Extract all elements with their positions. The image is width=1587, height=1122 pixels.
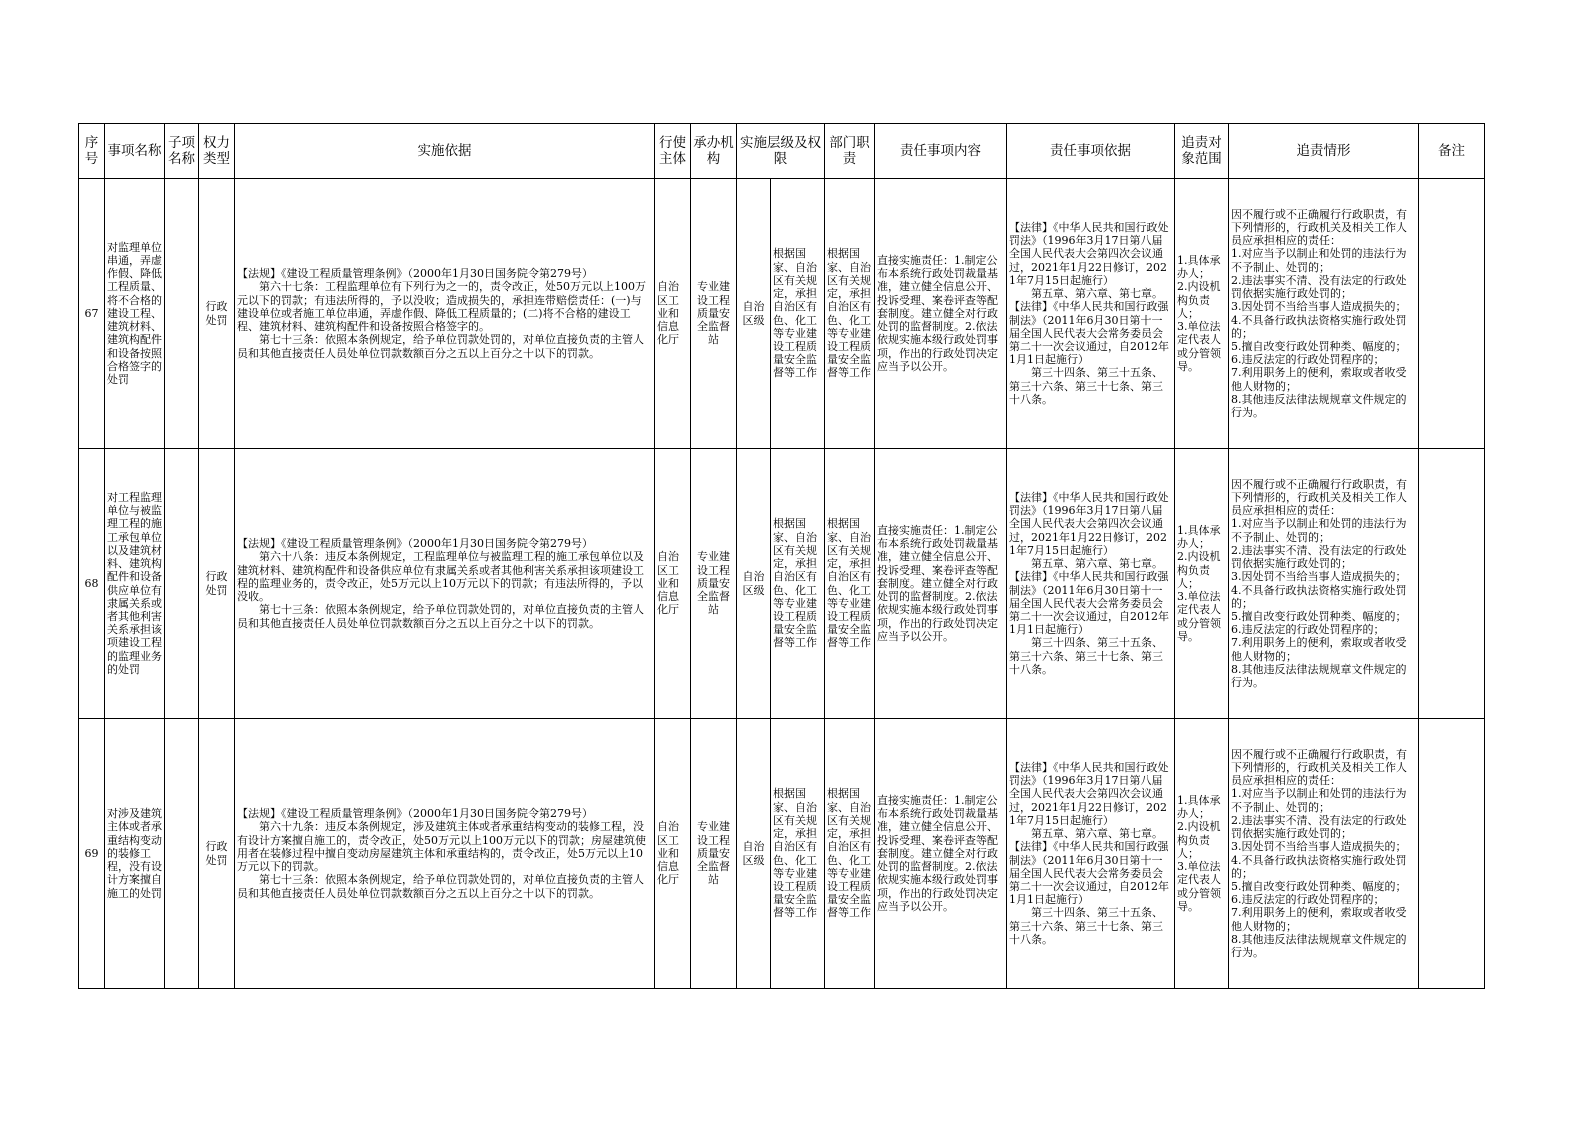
table-row [79, 449, 1485, 719]
resp-basis-articles-1: 第五章、第六章、第七章。 [1031, 557, 1163, 571]
row-subject: 自治区工业和信息化厅 [655, 449, 691, 719]
acc-case-item: 6.违反法定的行政处罚程序的； [1231, 893, 1385, 907]
acc-scope-item: 2.内设机构负责人； [1177, 550, 1221, 590]
row-acc-case [1229, 719, 1419, 989]
acc-scope-item: 3.单位法定代表人或分管领导。 [1177, 320, 1221, 373]
table-row [79, 719, 1485, 989]
resp-basis-articles-1: 第五章、第六章、第七章。 [1031, 287, 1163, 301]
resp-basis-law-1: 【法律】《中华人民共和国行政处罚法》（1996年3月17日第八届全国人民代表大会第四次会议通过，2021年1月22日修订，2021年7月15日起施行） [1009, 221, 1169, 287]
acc-case-item: 4.不具备行政执法资格实施行政处罚的； [1231, 583, 1407, 610]
row-no: 69 [79, 719, 105, 989]
acc-case-item: 3.因处罚不当给当事人造成损失的； [1231, 840, 1407, 854]
row-dept-duty: 根据国家、自治区有关规定，承担自治区有色、化工等专业建设工程质量安全监督等工作 [825, 449, 875, 719]
row-resp-basis [1007, 179, 1175, 449]
acc-case-item: 5.擅自改变行政处罚种类、幅度的； [1231, 609, 1407, 623]
acc-case-item: 5.擅自改变行政处罚种类、幅度的； [1231, 879, 1407, 893]
header-basis: 实施依据 [235, 124, 655, 179]
basis-article-2: 第七十三条：依照本条例规定，给予单位罚款处罚的，对单位直接负责的主管人员和其他直接责任人员处单位罚款数额百分之五以上百分之十以下的罚款。 [237, 873, 644, 900]
row-resp-basis [1007, 449, 1175, 719]
row-no: 67 [79, 179, 105, 449]
acc-case-item: 7.利用职务上的便利，索取或者收受他人财物的； [1231, 906, 1407, 933]
row-level: 自治区级 [737, 719, 771, 989]
basis-article-2: 第七十三条：依照本条例规定，给予单位罚款处罚的，对单位直接负责的主管人员和其他直接责任人员处单位罚款数额百分之五以上百分之十以下的罚款。 [237, 333, 644, 360]
row-level-power: 根据国家、自治区有关规定，承担自治区有色、化工等专业建设工程质量安全监督等工作 [771, 449, 825, 719]
acc-case-item: 1.对应当予以制止和处罚的违法行为不予制止、处罚的； [1231, 247, 1407, 274]
resp-basis-law-2: 【法律】《中华人民共和国行政强制法》（2011年6月30日第十一届全国人民代表大会常务委员会第二十一次会议通过，自2012年1月1日起施行） [1009, 570, 1169, 637]
row-sub-item [165, 179, 199, 449]
acc-case-intro: 因不履行或不正确履行行政职责，有下列情形的，行政机关及相关工作人员应承担相应的责任： [1231, 207, 1407, 248]
row-item-name: 对监理单位串通，弄虚作假、降低工程质量、将不合格的建设工程、建筑材料、建筑构配件和设备按照合格签字的处罚 [105, 179, 165, 449]
row-resp-content: 直接实施责任：1.制定公布本系统行政处罚裁量基准，建立健全信息公开、投诉受理、案卷评查等配套制度。建立健全对行政处罚的监督制度。2.依法依规实施本级行政处罚事项，作出的行政处罚决定应当予以公开。 [875, 719, 1007, 989]
row-resp-content: 直接实施责任：1.制定公布本系统行政处罚裁量基准，建立健全信息公开、投诉受理、案卷评查等配套制度。建立健全对行政处罚的监督制度。2.依法依规实施本级行政处罚事项，作出的行政处罚决定应当予以公开。 [875, 449, 1007, 719]
row-acc-case [1229, 449, 1419, 719]
power-list-table [78, 123, 1485, 989]
row-acc-scope [1175, 449, 1229, 719]
acc-case-item: 5.擅自改变行政处罚种类、幅度的； [1231, 339, 1407, 353]
resp-basis-articles-2: 第三十四条、第三十五条、第三十六条、第三十七条、第三十八条。 [1009, 636, 1163, 676]
acc-scope-item: 1.具体承办人； [1177, 524, 1221, 551]
basis-article-1: 第六十九条：违反本条例规定，涉及建筑主体或者承重结构变动的装修工程，没有设计方案擅自施工的，责令改正，处50万元以上100万元以下的罚款；房屋建筑使用者在装修过程中擅自变动房屋建筑主体和承重结构的，责令改正，处5万元以上10万元以下的罚款。 [237, 820, 646, 874]
acc-scope-item: 3.单位法定代表人或分管领导。 [1177, 590, 1221, 643]
row-item-name: 对涉及建筑主体或者承重结构变动的装修工程，没有设计方案擅自施工的处罚 [105, 719, 165, 989]
header-dept-duty: 部门职责 [825, 124, 875, 179]
header-subject: 行使主体 [655, 124, 691, 179]
row-level-power: 根据国家、自治区有关规定，承担自治区有色、化工等专业建设工程质量安全监督等工作 [771, 719, 825, 989]
resp-basis-articles-1: 第五章、第六章、第七章。 [1031, 827, 1163, 841]
row-basis [235, 179, 655, 449]
acc-case-intro: 因不履行或不正确履行行政职责，有下列情形的，行政机关及相关工作人员应承担相应的责任： [1231, 747, 1407, 788]
acc-case-item: 4.不具备行政执法资格实施行政处罚的； [1231, 853, 1407, 880]
header-remark: 备注 [1419, 124, 1485, 179]
resp-basis-articles-2: 第三十四条、第三十五条、第三十六条、第三十七条、第三十八条。 [1009, 906, 1163, 946]
resp-basis-articles-2: 第三十四条、第三十五条、第三十六条、第三十七条、第三十八条。 [1009, 366, 1163, 406]
row-basis [235, 449, 655, 719]
acc-case-intro: 因不履行或不正确履行行政职责，有下列情形的，行政机关及相关工作人员应承担相应的责任： [1231, 477, 1407, 518]
row-handler: 专业建设工程质量安全监督站 [691, 449, 737, 719]
acc-case-item: 1.对应当予以制止和处罚的违法行为不予制止、处罚的； [1231, 787, 1407, 814]
header-acc-case: 追责情形 [1229, 124, 1419, 179]
header-level: 实施层级及权限 [737, 124, 825, 179]
acc-case-item: 8.其他违反法律法规规章文件规定的行为。 [1231, 932, 1407, 959]
acc-case-item: 7.利用职务上的便利，索取或者收受他人财物的； [1231, 636, 1407, 663]
row-dept-duty: 根据国家、自治区有关规定，承担自治区有色、化工等专业建设工程质量安全监督等工作 [825, 719, 875, 989]
acc-scope-item: 2.内设机构负责人； [1177, 280, 1221, 320]
row-power-type: 行政处罚 [199, 719, 235, 989]
header-sub-item: 子项名称 [165, 124, 199, 179]
acc-case-item: 4.不具备行政执法资格实施行政处罚的； [1231, 313, 1407, 340]
acc-case-item: 2.违法事实不清、没有法定的行政处罚依据实施行政处罚的； [1231, 813, 1407, 841]
table-row [79, 179, 1485, 449]
row-subject: 自治区工业和信息化厅 [655, 719, 691, 989]
acc-case-item: 8.其他违反法律法规规章文件规定的行为。 [1231, 392, 1407, 419]
header-resp-content: 责任事项内容 [875, 124, 1007, 179]
row-power-type: 行政处罚 [199, 179, 235, 449]
row-acc-scope [1175, 179, 1229, 449]
row-level: 自治区级 [737, 449, 771, 719]
basis-title: 【法规】《建设工程质量管理条例》（2000年1月30日国务院令第279号） [237, 807, 593, 821]
acc-scope-item: 2.内设机构负责人； [1177, 820, 1221, 860]
header-acc-scope: 追责对象范围 [1175, 124, 1229, 179]
basis-title: 【法规】《建设工程质量管理条例》（2000年1月30日国务院令第279号） [237, 267, 593, 281]
acc-scope-item: 1.具体承办人； [1177, 794, 1221, 821]
basis-article-1: 第六十七条：工程监理单位有下列行为之一的，责令改正，处50万元以上100万元以下的罚款；有违法所得的，予以没收；造成损失的，承担连带赔偿责任：(一)与建设单位或者施工单位串通，弄虚作假、降低工程质量的；(二)将不合格的建设工程、建筑材料、建筑构配件和设备按照合格签字的。 [237, 280, 646, 334]
row-dept-duty: 根据国家、自治区有关规定，承担自治区有色、化工等专业建设工程质量安全监督等工作 [825, 179, 875, 449]
row-power-type: 行政处罚 [199, 449, 235, 719]
basis-article-1: 第六十八条：违反本条例规定，工程监理单位与被监理工程的施工承包单位以及建筑材料、建筑构配件和设备供应单位有隶属关系或者其他利害关系承担该项建设工程的监理业务的，责令改正，处5万元以上10万元以下的罚款；有违法所得的，予以没收。 [237, 550, 644, 604]
resp-basis-law-2: 【法律】《中华人民共和国行政强制法》（2011年6月30日第十一届全国人民代表大会常务委员会第二十一次会议通过，自2012年1月1日起施行） [1009, 300, 1169, 367]
row-resp-content: 直接实施责任：1.制定公布本系统行政处罚裁量基准，建立健全信息公开、投诉受理、案卷评查等配套制度。建立健全对行政处罚的监督制度。2.依法依规实施本级行政处罚事项，作出的行政处罚决定应当予以公开。 [875, 179, 1007, 449]
row-level-power: 根据国家、自治区有关规定，承担自治区有色、化工等专业建设工程质量安全监督等工作 [771, 179, 825, 449]
row-resp-basis [1007, 719, 1175, 989]
row-level: 自治区级 [737, 179, 771, 449]
row-remark [1419, 719, 1485, 989]
resp-basis-law-1: 【法律】《中华人民共和国行政处罚法》（1996年3月17日第八届全国人民代表大会第四次会议通过，2021年1月22日修订，2021年7月15日起施行） [1009, 491, 1169, 557]
row-sub-item [165, 719, 199, 989]
acc-scope-item: 1.具体承办人； [1177, 254, 1221, 281]
acc-case-item: 7.利用职务上的便利，索取或者收受他人财物的； [1231, 366, 1407, 393]
header-no: 序号 [79, 124, 105, 179]
acc-case-item: 8.其他违反法律法规规章文件规定的行为。 [1231, 662, 1407, 689]
header-power-type: 权力类型 [199, 124, 235, 179]
acc-case-item: 2.违法事实不清、没有法定的行政处罚依据实施行政处罚的； [1231, 543, 1407, 571]
row-basis [235, 719, 655, 989]
row-handler: 专业建设工程质量安全监督站 [691, 719, 737, 989]
row-item-name: 对工程监理单位与被监理工程的施工承包单位以及建筑材料、建筑构配件和设备供应单位有隶属关系或者其他利害关系承担该项建设工程的监理业务的处罚 [105, 449, 165, 719]
acc-case-item: 3.因处罚不当给当事人造成损失的； [1231, 300, 1407, 314]
row-remark [1419, 449, 1485, 719]
row-acc-scope [1175, 719, 1229, 989]
row-no: 68 [79, 449, 105, 719]
resp-basis-law-2: 【法律】《中华人民共和国行政强制法》（2011年6月30日第十一届全国人民代表大会常务委员会第二十一次会议通过，自2012年1月1日起施行） [1009, 840, 1169, 907]
acc-case-item: 3.因处罚不当给当事人造成损失的； [1231, 570, 1407, 584]
row-remark [1419, 179, 1485, 449]
basis-title: 【法规】《建设工程质量管理条例》（2000年1月30日国务院令第279号） [237, 537, 593, 551]
basis-article-2: 第七十三条：依照本条例规定，给予单位罚款处罚的，对单位直接负责的主管人员和其他直接责任人员处单位罚款数额百分之五以上百分之十以下的罚款。 [237, 603, 644, 630]
row-acc-case [1229, 179, 1419, 449]
acc-case-item: 6.违反法定的行政处罚程序的； [1231, 353, 1385, 367]
row-handler: 专业建设工程质量安全监督站 [691, 179, 737, 449]
resp-basis-law-1: 【法律】《中华人民共和国行政处罚法》（1996年3月17日第八届全国人民代表大会第四次会议通过，2021年1月22日修订，2021年7月15日起施行） [1009, 761, 1169, 827]
row-subject: 自治区工业和信息化厅 [655, 179, 691, 449]
acc-case-item: 6.违反法定的行政处罚程序的； [1231, 623, 1385, 637]
acc-case-item: 2.违法事实不清、没有法定的行政处罚依据实施行政处罚的； [1231, 273, 1407, 301]
header-handler: 承办机构 [691, 124, 737, 179]
row-sub-item [165, 449, 199, 719]
header-item-name: 事项名称 [105, 124, 165, 179]
table-header-row [79, 124, 1485, 179]
acc-case-item: 1.对应当予以制止和处罚的违法行为不予制止、处罚的； [1231, 517, 1407, 544]
acc-scope-item: 3.单位法定代表人或分管领导。 [1177, 860, 1221, 913]
header-resp-basis: 责任事项依据 [1007, 124, 1175, 179]
